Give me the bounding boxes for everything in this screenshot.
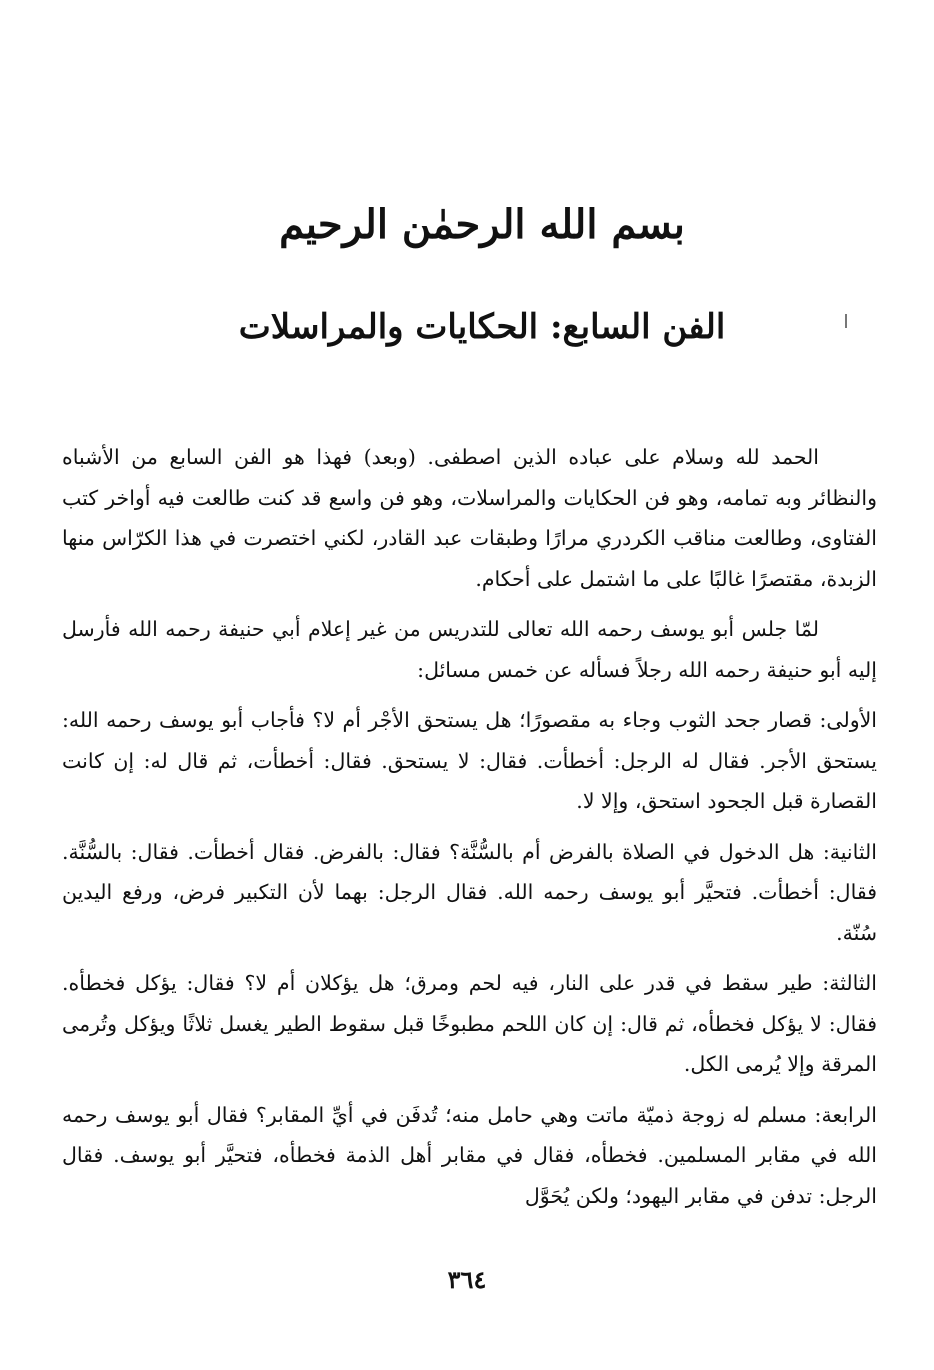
chapter-title: الفن السابع: الحكايات والمراسلات bbox=[238, 307, 726, 347]
paragraph-question-1: الأولى: قصار جحد الثوب وجاء به مقصورًا؛ هل يستحق الأجْر أم لا؟ فأجاب أبو يوسف رحمه الله: يستحق الأجر. فقال له الرجل: أخطأت. فقال: لا يستحق. فقال: أخطأت، ثم قال له: إن كانت القصارة قبل الجحود استحق، وإلا لا. bbox=[62, 708, 877, 813]
margin-mark bbox=[845, 314, 847, 328]
paragraph-question-2: الثانية: هل الدخول في الصلاة بالفرض أم بالسُّنَّة؟ فقال: بالفرض. فقال أخطأت. فقال: بالسُّنَّة. فقال: أخطأت. فتحيَّر أبو يوسف رحمه الله. فقال الرجل: بهما لأن التكبير فرض، ورفع اليدين سُنّة. bbox=[62, 839, 877, 945]
paragraph-question-3: الثالثة: طير سقط في قدر على النار، فيه لحم ومرق؛ هل يؤكلان أم لا؟ فقال: يؤكل فخطأه. فقال: لا يؤكل فخطأه، ثم قال: إن كان اللحم مطبوخًا قبل سقوط الطير يغسل ثلاثًا ويؤكل وتُرمى المرقة وإلا يُرمى الكل. bbox=[62, 971, 877, 1076]
body-text bbox=[62, 437, 877, 1226]
paragraph-intro: الحمد لله وسلام على عباده الذين اصطفى. (وبعد) فهذا هو الفن السابع من الأشباه والنظائر وبه تمامه، وهو فن الحكايات والمراسلات، وهو فن واسع قد كنت طالعت فيه أواخر كتب الفتاوى، وطالعت مناقب الكردري مرارًا وطبقات عبد القادر، لكني اختصرت في هذا الكرّاس منها الزبدة، مقتصرًا غالبًا على ما اشتمل على أحكام. bbox=[62, 445, 877, 591]
basmala-heading: بسم الله الرحمٰن الرحيم bbox=[279, 201, 685, 248]
page-number: ٣٦٤ bbox=[447, 1265, 487, 1294]
paragraph-story: لمّا جلس أبو يوسف رحمه الله تعالى للتدريس من غير إعلام أبي حنيفة رحمه الله فأرسل إليه أبو حنيفة رحمه الله رجلاً فسأله عن خمس مسائل: bbox=[62, 617, 877, 682]
paragraph-question-4: الرابعة: مسلم له زوجة ذميّة ماتت وهي حامل منه؛ تُدفَن في أيِّ المقابر؟ فقال أبو يوسف رحمه الله في مقابر المسلمين. فخطأه، فقال في مقابر أهل الذمة فخطأه، فتحيَّر أبو يوسف. فقال الرجل: تدفن في مقابر اليهود؛ ولكن يُحَوَّل bbox=[62, 1102, 877, 1208]
